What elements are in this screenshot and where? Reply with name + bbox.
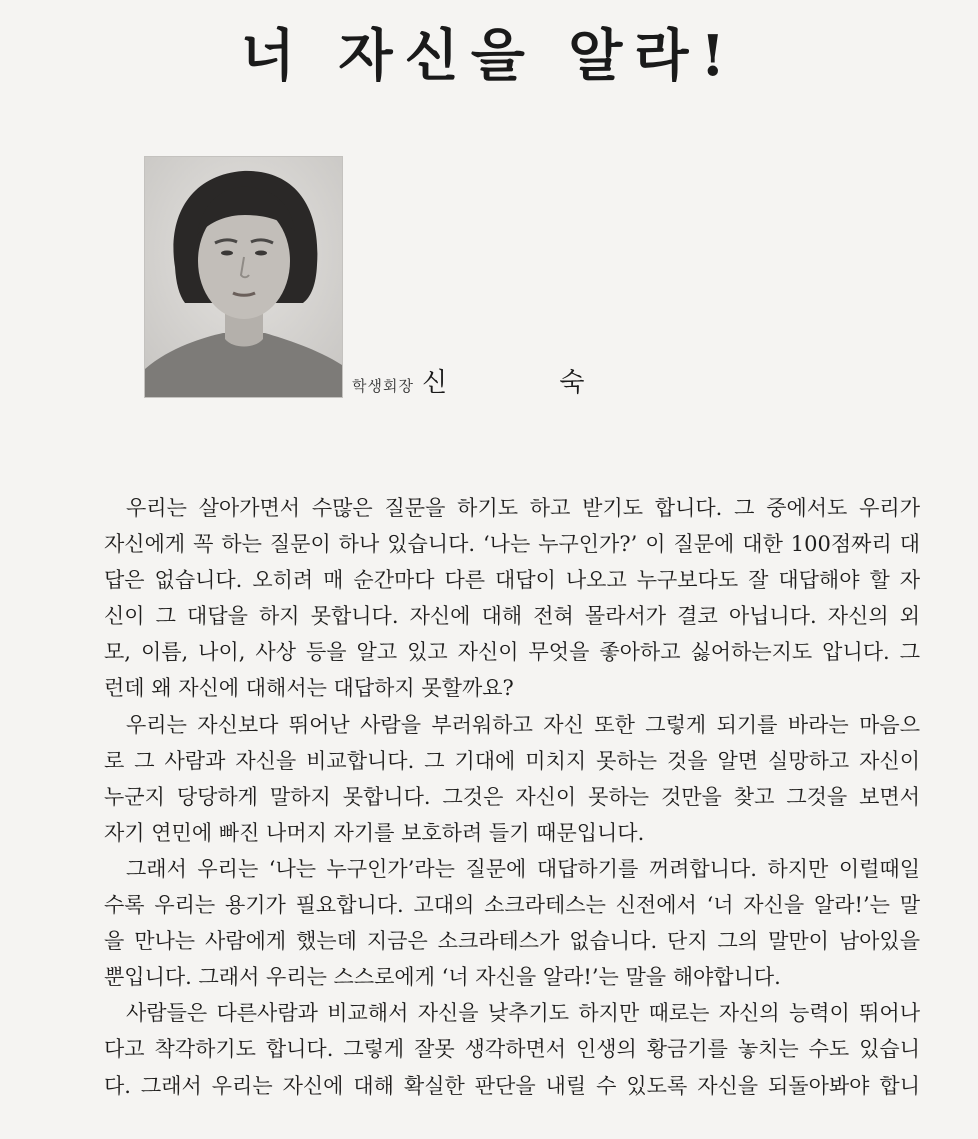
text-line: 자신에게 꼭 하는 질문이 하나 있습니다. ‘나는 누구인가?’ 이 질문에 대한 100점짜리 대 bbox=[104, 532, 920, 557]
text-line: 모, 이름, 나이, 사상 등을 알고 있고 자신이 무엇을 좋아하고 싫어하는지도 압니다. 그 bbox=[104, 640, 920, 665]
text-line: 다. 그래서 우리는 자신에 대해 확실한 판단을 내릴 수 있도록 자신을 되돌아봐야 합니 bbox=[104, 1073, 920, 1098]
text-line: 그래서 우리는 ‘나는 누구인가’라는 질문에 대답하기를 꺼려합니다. 하지만 이럴때일 bbox=[126, 856, 920, 881]
page-title: 너 자신을 알라! bbox=[240, 23, 738, 89]
text-line: 을 만나는 사람에게 했는데 지금은 소크라테스가 없습니다. 단지 그의 말만이 남아있을 bbox=[104, 929, 920, 954]
author-role: 학생회장 bbox=[352, 377, 414, 395]
text-line: 로 그 사람과 자신을 비교합니다. 그 기대에 미치지 못하는 것을 알면 실망하고 자신이 bbox=[104, 748, 920, 773]
text-line: 다고 착각하기도 합니다. 그렇게 잘못 생각하면서 인생의 황금기를 놓치는 수도 있습니 bbox=[104, 1037, 920, 1062]
author-name: 신 숙 bbox=[421, 368, 637, 398]
author-portrait bbox=[144, 156, 343, 398]
text-line: 우리는 살아가면서 수많은 질문을 하기도 하고 받기도 합니다. 그 중에서도 우리가 bbox=[126, 496, 920, 520]
text-line: 뿐입니다. 그래서 우리는 스스로에게 ‘너 자신을 알라!’는 말을 해야합니다. bbox=[104, 965, 781, 990]
text-line: 누군지 당당하게 말하지 못합니다. 그것은 자신이 못하는 것만을 찾고 그것을 보면서 bbox=[104, 784, 920, 809]
author-byline bbox=[352, 362, 636, 399]
text-line: 자기 연민에 빠진 나머지 자기를 보호하려 들기 때문입니다. bbox=[104, 820, 645, 845]
text-line: 우리는 자신보다 뛰어난 사람을 부러워하고 자신 또한 그렇게 되기를 바라는 마음으 bbox=[126, 712, 920, 737]
text-line: 런데 왜 자신에 대해서는 대답하지 못할까요? bbox=[104, 676, 514, 701]
text-line: 수록 우리는 용기가 필요합니다. 고대의 소크라테스는 신전에서 ‘너 자신을 알라!’는 말 bbox=[104, 893, 920, 918]
text-line: 신이 그 대답을 하지 못합니다. 자신에 대해 전혀 몰라서가 결코 아닙니다. 자신의 외 bbox=[104, 604, 920, 629]
article-body bbox=[104, 490, 920, 1104]
text-line: 사람들은 다른사람과 비교해서 자신을 낮추기도 하지만 때로는 자신의 능력이 뛰어나 bbox=[126, 1001, 920, 1026]
text-line: 답은 없습니다. 오히려 매 순간마다 다른 대답이 나오고 누구보다도 잘 대답해야 할 자 bbox=[104, 568, 920, 593]
